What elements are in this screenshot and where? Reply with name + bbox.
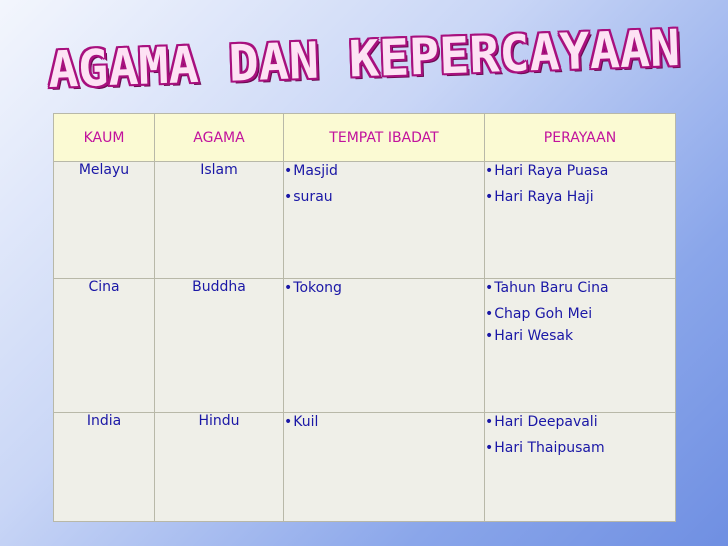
cell-perayaan — [485, 162, 676, 279]
list-item: • Hari Thaipusam — [485, 435, 675, 461]
cell-kaum: India — [54, 413, 155, 522]
cell-tempat-ibadat — [284, 413, 485, 522]
table-row — [54, 413, 676, 522]
list-item: • Chap Goh Mei — [485, 301, 675, 327]
header-perayaan: PERAYAAN — [485, 114, 676, 162]
list-item: • Hari Raya Haji — [485, 184, 675, 210]
cell-kaum: Cina — [54, 279, 155, 413]
list-item: • surau — [284, 184, 484, 210]
cell-perayaan — [485, 279, 676, 413]
religion-table — [53, 113, 676, 522]
cell-tempat-ibadat — [284, 279, 485, 413]
list-item: • Kuil — [284, 413, 484, 431]
cell-tempat-ibadat — [284, 162, 485, 279]
cell-agama: Islam — [155, 162, 284, 279]
header-kaum: KAUM — [54, 114, 155, 162]
table-header-row — [54, 114, 676, 162]
table-row — [54, 162, 676, 279]
header-agama: AGAMA — [155, 114, 284, 162]
cell-agama: Hindu — [155, 413, 284, 522]
list-item: • Tokong — [284, 279, 484, 297]
list-item: • Tahun Baru Cina — [485, 279, 675, 297]
cell-agama: Buddha — [155, 279, 284, 413]
header-tempat-ibadat: TEMPAT IBADAT — [284, 114, 485, 162]
list-item: • Hari Deepavali — [485, 413, 675, 431]
cell-kaum: Melayu — [54, 162, 155, 279]
list-item: • Masjid — [284, 162, 484, 180]
cell-perayaan — [485, 413, 676, 522]
table-row — [54, 279, 676, 413]
list-item: • Hari Wesak — [485, 323, 675, 349]
slide-title: AGAMA DAN KEPERCAYAAN — [47, 18, 681, 100]
list-item: • Hari Raya Puasa — [485, 162, 675, 180]
